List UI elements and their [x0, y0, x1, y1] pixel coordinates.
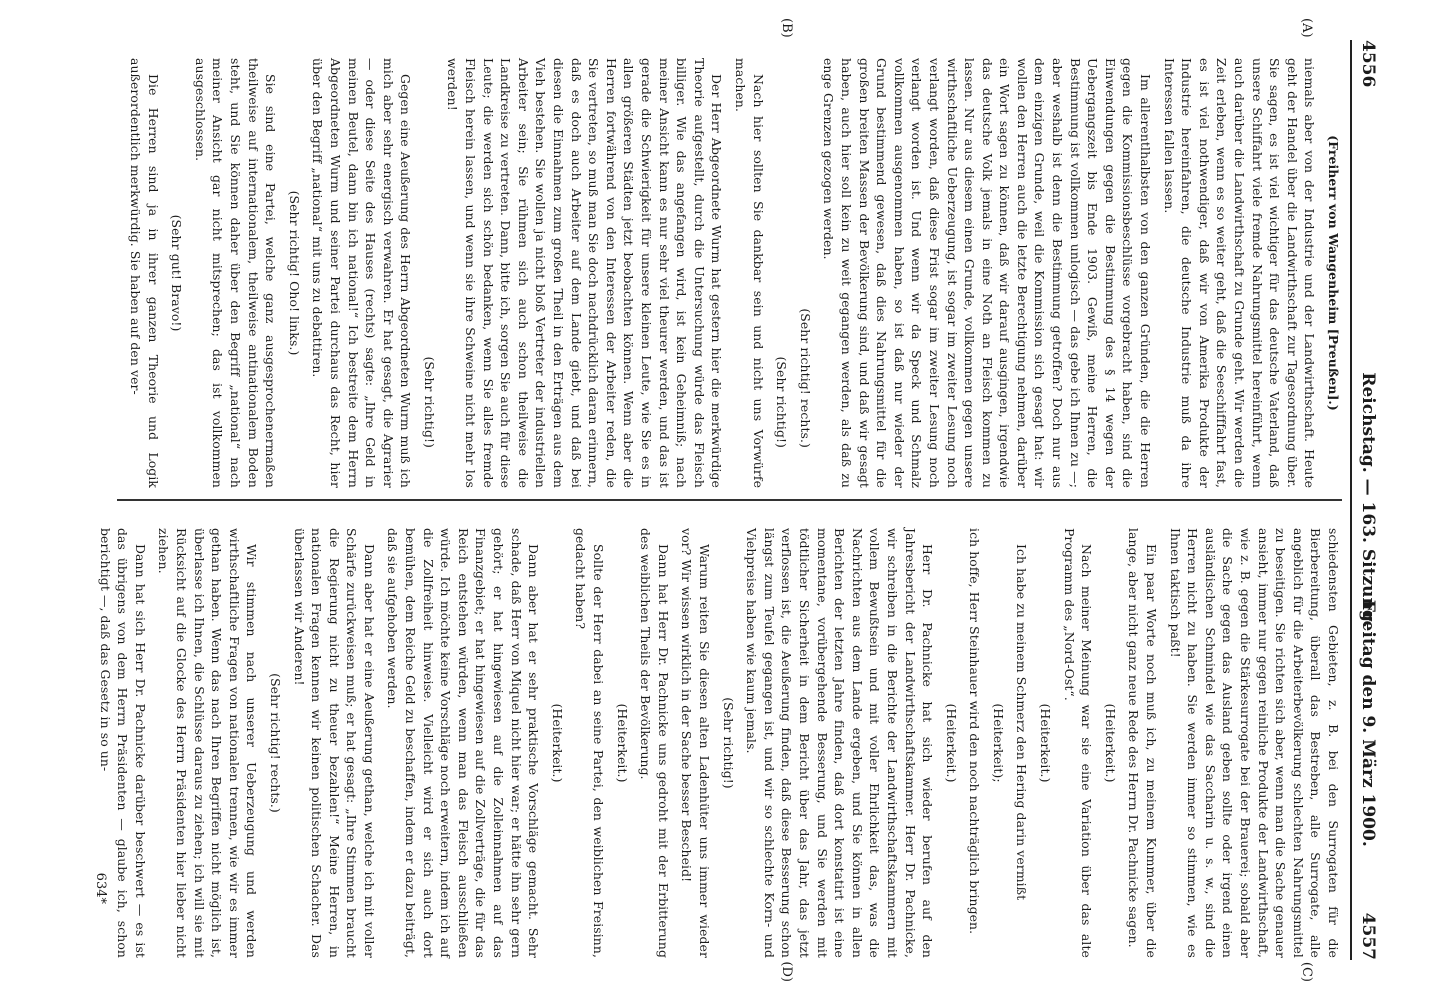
margin-letter-c: (C)	[1299, 961, 1314, 982]
interjection: (Sehr richtig! Oho! links.)	[286, 190, 302, 356]
header-title: Reichstag. — 163. Sitzung.	[1358, 372, 1378, 628]
paragraph: Dann hat sich Herr Dr. Pachnicke darüber beschwert — es ist das übrigens von dem Herrn Präsidenten — glaube ich, schon berichtigt —, daß das Gesetz in so un-	[97, 528, 148, 958]
column-divider	[117, 499, 1342, 501]
paragraph: ich hoffe, Herr Steinhauer wird den noch nachträglich bringen.	[967, 528, 983, 935]
paragraph: schiedensten Gebieten, z. B. bei den Surrogaten für die Bierbereitung, überall das Bestreben, alle Surrogate, alle angeblich für die Arbeiterbevölkerung schlechten Nahrungsmittel zu beseitigen. Sie richten sich aber, wenn man die Sache genauer ansieht, immer nur gegen reinliche Produkte der Landwirthschaft, wie z. B. gegen die Stärkesurrogate bei der Brauerei; sobald aber die Sache gegen das Ausland geben sollte oder irgend einen ausländischen Schmindel wie das Saccharin u. s. w., sind die Herren nicht zu haben. Sie werden immer so stimmen, wie es Ihnen taktisch paßt!	[1167, 528, 1341, 958]
interjection: (Sehr richtig! rechts.)	[267, 673, 283, 813]
left-column	[117, 58, 1342, 488]
interjection: (Heiterkeit.)	[1102, 703, 1118, 783]
interjection: (Sehr richtig! rechts.)	[797, 308, 813, 448]
paragraph: Dann aber hat er sehr praktische Vorschläge gemacht. Sehr schade, daß Herr von Miquel nicht hier war; er hätte ihn sehr gern gehört; er hat hingewiesen auf die Zolleinnahmen auf das Finanzgebiet; er hat hingewiesen auf die Zollverträge, die für das Reich entstehen würden, wenn man das Fleisch ausschließen würde. Ich möchte keine Vorschläge noch erweitern, indem ich auf die Zollfreiheit hinweise. Vielleicht wird er sich auch dort bemühen, dem Reiche Geld zu beschaffen, indem er dazu beiträgt, daß sie aufgehoben werden.	[385, 528, 542, 958]
paragraph: Gegen eine Aeußerung des Herrn Abgeordneten Wurm muß ich mich aber sehr energisch verwahren. Er hat gesagt, die Agrarier — oder diese Seite des Hauses (rechts) sagte: „Ihre Geld in meinen Beutel, dann bin ich national!“ Ich bestreite dem Herrn Abgeordneten Wurm und seiner Partei durchaus das Recht, hier über den Begriff „national“ mit uns zu debattiren.	[310, 58, 414, 488]
paragraph: Ich habe zu meinem Schmerz den Hering darin vermißt	[1014, 544, 1030, 901]
header-date-text: Freitag den 9. März 1900.	[1358, 599, 1378, 847]
paragraph: Wir stimmen nach unserer Ueberzeugung und werden wirthschaftliche Fragen von nationalen trennen, wie wir es immer gethan haben. Wenn das nach Ihren Begriffen nicht möglich ist, überlasse ich Ihnen, die Schlüsse daraus zu ziehen; ich will sie mit Rücksicht auf die Glocke des Herrn Präsidenten hier lieber nicht ziehen.	[156, 528, 260, 958]
paragraph: Die Herren sind ja in ihrer ganzen Theorie und Logik außerordentlich merkwürdig. Sie haben auf den ver-	[128, 58, 161, 488]
margin-letter-a: (A)	[1299, 18, 1314, 38]
paragraph: Nach hier sollten Sie dankbar sein und nicht uns Vorwürfe machen.	[733, 58, 766, 488]
interjection: (Heiterkeit.)	[549, 703, 565, 783]
paragraph: niemals aber von der Industrie und der Landwirthschaft. Heute geht der Handel über die Landwirthschaft zur Tagesordnung über. Sie sagen, es ist viel wichtiger für das deutsche Vaterland, daß unsere Schiffahrt viele fremde Nahrungsmittel hereinführt, wenn auch darüber die Landwirthschaft zu Grunde geht. Wir werden die Zeit erleben, wenn es so weiter geht, daß die Seeschifffahrt fast, es ist viel nothwendiger, daß wir von Amerika Produkte der Industrie hereinfahren, die deutsche Industrie muß da ihre Interessen fallen lassen.	[1161, 58, 1318, 488]
interjection: (Sehr richtig!)	[774, 356, 790, 448]
interjection: (Sehr gut! Bravo!)	[169, 214, 185, 332]
interjection: (Heiterkeit.)	[614, 703, 630, 783]
paragraph: Dann aber hat er eine Aeußerung gethan, welche ich mit voller Schärfe zurückweisen muß; er hat gesagt: „Ihre Stimmen braucht die Regierung nicht zu theuer bezahlen!“ Meine Herren, in nationalen Fragen kennen wir keinen politischen Schacher. Das überlassen wir Anderen!	[291, 528, 377, 958]
paragraph: Herr Dr. Pachnicke hat sich wieder berufen auf den Jahresbericht der Landwirthschaftskammer. Herr Dr. Pachnicke, wir schreiben in die Berichte der Landwirthschaftskammern mit vollem Bewußtsein und mit voller Ehrlichkeit das, was die Nachrichten aus dem Lande ergeben, und Sie können in allen Berichten der letzten Jahre finden, daß dort konstatirt ist eine momentane, vorübergehende Besserung, und Sie werden mit tödtlicher Sicherheit in dem Bericht über das Jahr, das jetzt verflossen ist, die Aeußerung finden, daß diese Besserung schon längst zum Teufel gegangen ist, und wir so schlechte Korn- und Viehpreise haben wie kaum jemals.	[744, 528, 936, 958]
header-date	[1358, 600, 1378, 960]
header-right-page-number: 4557	[1358, 912, 1378, 960]
page-signature: 634*	[93, 872, 108, 904]
paragraph: Sie sind eine Partei, welche ganz ausgesprochenermaßen theilweise auf internationalem, theilweise antinationalem Boden steht, und Sie können daher über den Begriff „national“ nach meiner Ansicht gar nicht mitsprechen; das ist vollkommen ausgeschlossen.	[192, 58, 279, 488]
margin-letter-b: (B)	[779, 18, 794, 38]
speaker-line: (Freiherr von Wangenheim [Preußen].)	[1326, 135, 1341, 411]
margin-letter-d: (D)	[779, 961, 794, 982]
header-rule	[1350, 40, 1352, 960]
paragraph: Warum reiten Sie diesen alten Ladenhüter uns immer wieder vor? Wir wissen wirklich in der Sache besser Bescheid!	[679, 528, 712, 958]
page-header	[1354, 40, 1378, 960]
paragraph: Im allerentlhalbsten von den ganzen Gründen, die die Herren gegen die Kommissionsbeschlüsse vorgebracht haben, sind die Einwendungen gegen die Bestimmung des § 14 wegen der Uebergangszeit bis Ende 1903. Gewiß, meine Herren, die Bestimmung ist vollkommen unlogisch — das gebe ich Ihnen zu —; aber weshalb ist denn die Bestimmung getroffen? Doch nur aus dem einzigen Grunde, weil die Kommission sich gesagt hat: wir wollen den Herren auch die letzte Berechtigung nehmen, darüber ein Wort sagen zu können, daß wir darauf ausgingen, irgendwie das deutsche Volk jemals in eine Noth an Fleisch kommen zu lassen. Nur aus diesem einen Grunde, vollkommen gegen unsere wirthschaftliche Ueberzeugung, ist sogar im zweiter Lesung noch verlangt worden, daß diese Frist sogar im zweiter Lesung noch verlangt worden ist. Und wenn wir da Speck und Schmalz vollkommen ausgenommen haben, so ist daß nur wieder der Grund bestimmend gewesen, daß dies Nahrungsmittel für die großen breiten Massen der Bevölkerung sind, und daß wir gesagt haben, auch hier soll kein zu weit gegangen werden, als daß zu enge Grenzen gezogen werden.	[821, 58, 1154, 488]
header-left-page-number: 4556	[1358, 40, 1378, 88]
paragraph: Sollte der Herr dabei an seine Partei, den weiblichen Freisinn, gedacht haben?	[573, 528, 607, 958]
interjection: (Heiterkeit);	[990, 703, 1006, 783]
paragraph: Ein paar Worte noch muß ich, zu meinem Kummer, über die lange, aber nicht ganz neue Rede des Herrn Dr. Pachnicke sagen.	[1126, 528, 1160, 958]
paragraph: Nach meiner Meinung war sie eine Variation über das alte Programm des „Nord-Ost“.	[1061, 528, 1095, 958]
paragraph: Der Herr Abgeordnete Wurm hat gestern hier die merkwürdige Theorie aufgestellt, durch die Untersuchung würde das Fleisch billiger. Wie das angefangen wird, ist kein Geheimniß; nach meiner Ansicht kann es nur sehr viel theurer werden, und das ist gerade die Schwierigkeit für unsere kleinen Leute, wie Sie es in allen größeren Städten jetzt beobachten können. Wenn aber die Herren fortwährend von den Interessen der Arbeiter reden, die Sie vertreten, so muß man Sie doch nachdrücklich daran erinnern, daß es doch auch Arbeiter auf dem Lande giebt, und daß bei diesen die Einnahmen zum großen Theil in den Erträgen aus dem Vieh bestehen. Sie wollen ja nicht bloß Vertreter der industriellen Arbeiter sein; Sie rühmen sich auch schon theilweise die Landkreise zu vertreten. Dann, bitte ich, sorgen Sie auch für diese Leute; die werden sich schön bedanken, wenn Sie alles fremde Fleisch herein lassen, und wenn sie ihre Schweine nicht mehr los werden!	[445, 58, 725, 488]
interjection: (Sehr richtig!)	[421, 356, 437, 448]
paragraph: Dann hat Herr Dr. Pachnicke uns gedroht mit der Erbitterung des weiblichen Theils der Bevölkerung.	[638, 528, 671, 958]
interjection: (Heiterkeit.)	[943, 703, 959, 783]
interjection: (Sehr richtig!)	[720, 697, 736, 789]
interjection: (Heiterkeit.)	[1038, 703, 1054, 783]
